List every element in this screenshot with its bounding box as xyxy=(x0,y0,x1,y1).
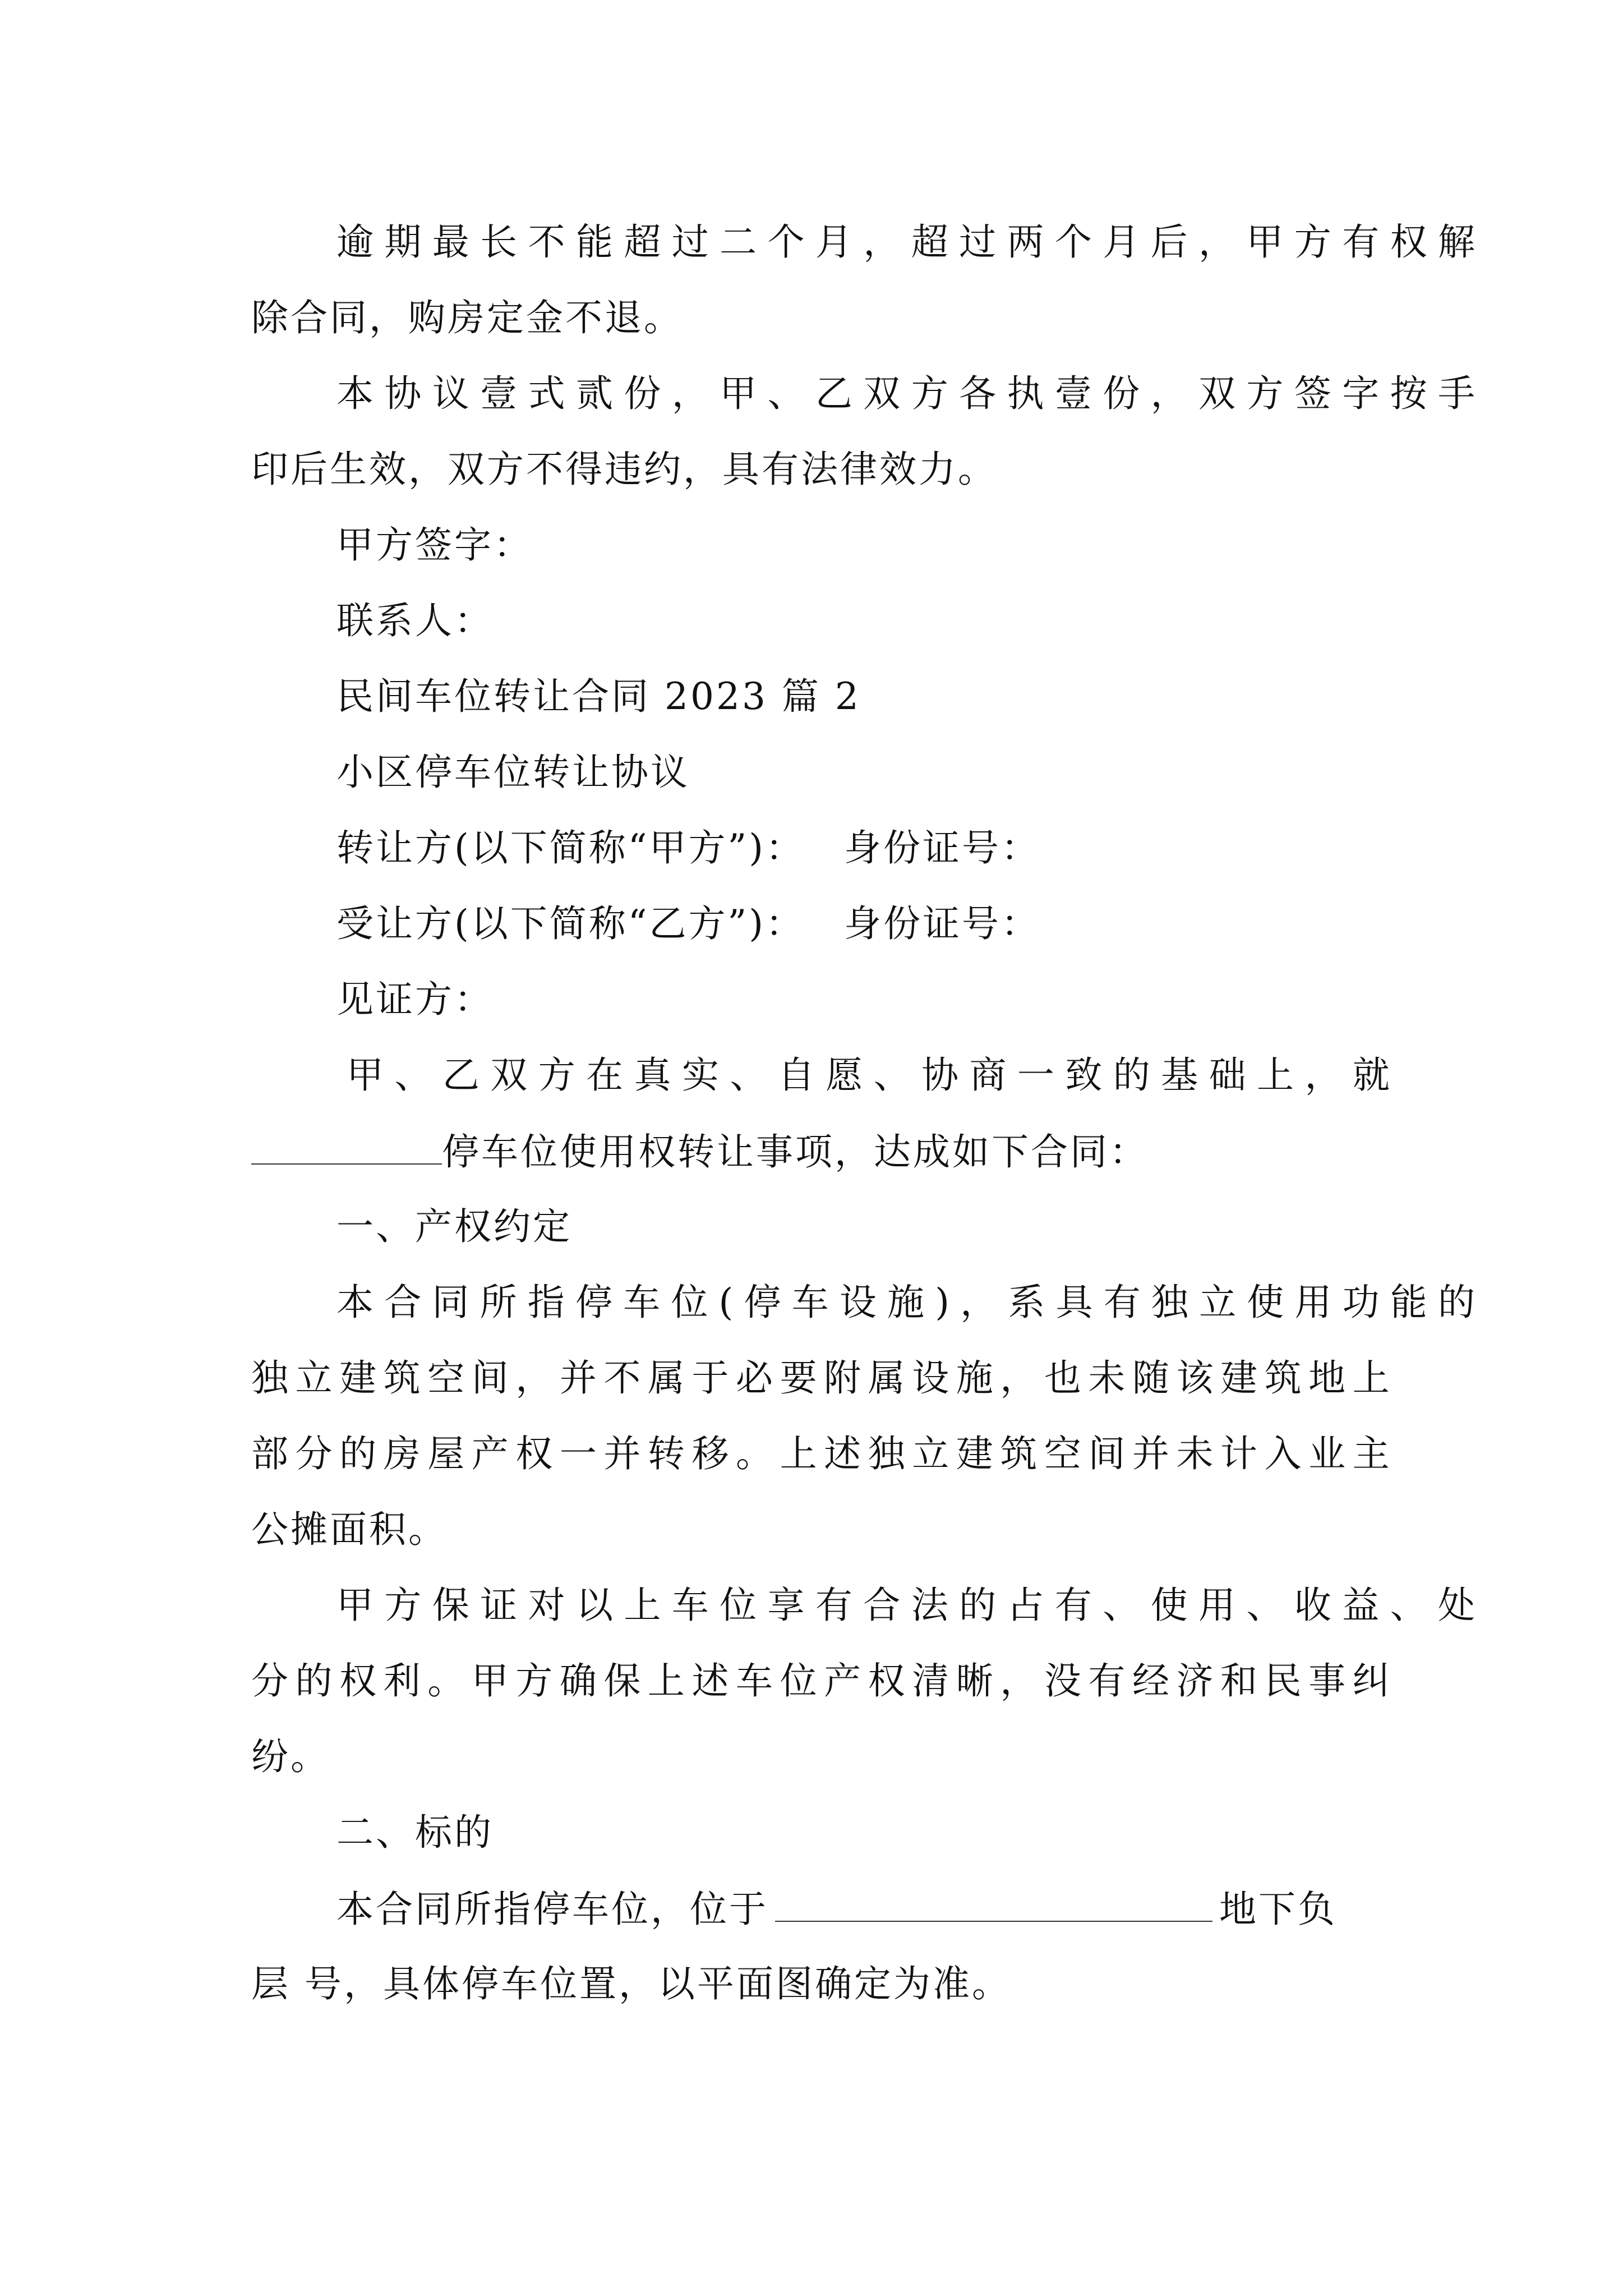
glyph: 济 xyxy=(1176,1659,1214,1703)
line-text: 地下负 xyxy=(1219,1888,1337,1931)
glyph: 能 xyxy=(1390,1281,1427,1324)
witness-label: 见证方： xyxy=(336,978,494,1021)
id-number-label: 身份证号： xyxy=(843,902,1040,945)
glyph: 甲 xyxy=(336,1584,374,1627)
glyph: 要 xyxy=(780,1356,817,1400)
glyph: 分 xyxy=(295,1432,333,1475)
glyph: 用 xyxy=(1294,1281,1332,1324)
glyph: 过 xyxy=(959,220,997,264)
glyph: 用 xyxy=(1198,1584,1236,1627)
glyph: 后 xyxy=(1150,220,1188,264)
glyph: 独 xyxy=(251,1356,288,1400)
glyph: 分 xyxy=(251,1659,288,1703)
glyph: 二 xyxy=(720,220,757,264)
glyph: 不 xyxy=(528,220,565,264)
glyph: 法 xyxy=(911,1584,948,1627)
paragraph-line: 公摊面积。 xyxy=(251,1508,448,1551)
glyph: 上 xyxy=(647,1659,685,1703)
glyph: 权 xyxy=(1390,220,1427,264)
glyph: 处 xyxy=(1437,1584,1475,1627)
glyph: 建 xyxy=(1220,1356,1258,1400)
glyph: 停 xyxy=(575,1281,612,1324)
glyph: 屋 xyxy=(427,1432,465,1475)
glyph: 建 xyxy=(956,1432,993,1475)
paragraph-line xyxy=(336,371,1475,416)
glyph: 并 xyxy=(559,1356,597,1400)
glyph: 使 xyxy=(1247,1281,1284,1324)
glyph: 车 xyxy=(623,1281,661,1324)
glyph: 产 xyxy=(824,1659,861,1703)
glyph: 空 xyxy=(427,1356,465,1400)
glyph: 以 xyxy=(575,1584,613,1627)
glyph: 。 xyxy=(736,1432,773,1475)
glyph: 过 xyxy=(671,220,709,264)
glyph: 双 xyxy=(490,1053,528,1097)
glyph: 最 xyxy=(432,220,469,264)
glyph: 地 xyxy=(1308,1356,1346,1400)
glyph: 、 xyxy=(1390,1584,1427,1627)
glyph: 双 xyxy=(1198,372,1236,415)
contact-label: 联系人： xyxy=(336,599,494,642)
glyph: 保 xyxy=(432,1584,469,1627)
signature-label-party-a: 甲方签字： xyxy=(336,523,533,567)
glyph: 个 xyxy=(1054,220,1092,264)
glyph: 经 xyxy=(1132,1659,1169,1703)
glyph: 有 xyxy=(1103,1281,1141,1324)
glyph: 长 xyxy=(480,220,518,264)
glyph: 乙 xyxy=(442,1053,479,1097)
glyph: 收 xyxy=(1294,1584,1331,1627)
paragraph-line: 层 号，具体停车位置，以平面图确定为准。 xyxy=(251,1962,1011,2005)
glyph: 协 xyxy=(921,1053,959,1097)
glyph: 车 xyxy=(736,1659,773,1703)
glyph: 两 xyxy=(1007,220,1044,264)
glyph: ， xyxy=(1150,372,1188,415)
glyph: 间 xyxy=(1088,1432,1126,1475)
glyph: 述 xyxy=(824,1432,861,1475)
glyph: 属 xyxy=(868,1356,905,1400)
glyph: 纠 xyxy=(1352,1659,1390,1703)
glyph: 甲 xyxy=(720,372,757,415)
glyph: 随 xyxy=(1132,1356,1169,1400)
glyph: 在 xyxy=(586,1053,624,1097)
glyph: 上 xyxy=(780,1432,817,1475)
glyph: 一 xyxy=(1017,1053,1054,1097)
glyph: 立 xyxy=(1199,1281,1237,1324)
glyph: 真 xyxy=(634,1053,671,1097)
paragraph-line xyxy=(251,1432,1390,1476)
glyph: 位 xyxy=(720,1584,757,1627)
glyph: 施 xyxy=(887,1281,924,1324)
glyph: 签 xyxy=(1294,372,1331,415)
glyph: 产 xyxy=(471,1432,509,1475)
glyph: 础 xyxy=(1209,1053,1246,1097)
glyph: 、 xyxy=(767,372,805,415)
glyph: 独 xyxy=(868,1432,905,1475)
glyph: 停 xyxy=(744,1281,781,1324)
glyph: 转 xyxy=(647,1432,685,1475)
glyph: 、 xyxy=(394,1053,432,1097)
glyph: 就 xyxy=(1352,1053,1390,1097)
glyph: 权 xyxy=(515,1432,553,1475)
transferor-line xyxy=(336,826,1475,871)
glyph: 保 xyxy=(603,1659,641,1703)
glyph: 乙 xyxy=(815,372,852,415)
glyph: 并 xyxy=(1132,1432,1169,1475)
glyph: 壹 xyxy=(1054,372,1092,415)
glyph: 有 xyxy=(1054,1584,1092,1627)
glyph: 系 xyxy=(1008,1281,1045,1324)
glyph: 方 xyxy=(515,1659,553,1703)
glyph: 贰 xyxy=(575,372,613,415)
glyph: 入 xyxy=(1264,1432,1302,1475)
glyph: 主 xyxy=(1352,1432,1390,1475)
glyph: 属 xyxy=(647,1356,685,1400)
glyph: 一 xyxy=(559,1432,597,1475)
paragraph-line xyxy=(336,1583,1475,1628)
glyph: 有 xyxy=(815,1584,852,1627)
glyph: 并 xyxy=(603,1432,641,1475)
glyph: ， xyxy=(1000,1659,1038,1703)
glyph: 于 xyxy=(691,1356,729,1400)
glyph: 确 xyxy=(559,1659,597,1703)
glyph: 位 xyxy=(780,1659,817,1703)
paragraph-line xyxy=(336,1886,1475,1932)
glyph: 超 xyxy=(911,220,948,264)
glyph: 上 xyxy=(1257,1053,1294,1097)
glyph: 商 xyxy=(969,1053,1007,1097)
glyph: 享 xyxy=(767,1584,805,1627)
glyph: 立 xyxy=(295,1356,333,1400)
glyph: 月 xyxy=(1103,220,1140,264)
glyph: 房 xyxy=(383,1432,421,1475)
glyph: ) xyxy=(935,1281,949,1324)
glyph: ( xyxy=(718,1281,734,1324)
glyph: 位 xyxy=(671,1281,708,1324)
glyph: ， xyxy=(863,220,901,264)
glyph: 解 xyxy=(1437,220,1475,264)
glyph: 。 xyxy=(427,1659,465,1703)
glyph: 功 xyxy=(1342,1281,1380,1324)
section-title: 民间车位转让合同 2023 篇 2 xyxy=(336,675,861,718)
section-heading-property: 一、产权约定 xyxy=(336,1205,572,1248)
glyph: 本 xyxy=(336,1281,374,1324)
glyph: 致 xyxy=(1065,1053,1103,1097)
glyph: 字 xyxy=(1342,372,1380,415)
glyph: 未 xyxy=(1088,1356,1126,1400)
glyph: 占 xyxy=(1007,1584,1044,1627)
glyph: 本 xyxy=(336,372,374,415)
glyph: 同 xyxy=(432,1281,469,1324)
glyph: 协 xyxy=(384,372,422,415)
glyph: 自 xyxy=(777,1053,815,1097)
glyph: 各 xyxy=(959,372,997,415)
glyph: 述 xyxy=(691,1659,729,1703)
glyph: 方 xyxy=(1294,220,1331,264)
glyph: 甲 xyxy=(1246,220,1284,264)
glyph: 双 xyxy=(863,372,901,415)
glyph: 不 xyxy=(603,1356,641,1400)
glyph: 有 xyxy=(1342,220,1380,264)
glyph: 具 xyxy=(1055,1281,1093,1324)
glyph: 超 xyxy=(624,220,661,264)
glyph: 民 xyxy=(1264,1659,1302,1703)
glyph: 的 xyxy=(1113,1053,1150,1097)
glyph: ， xyxy=(1304,1053,1342,1097)
glyph: 方 xyxy=(1246,372,1284,415)
glyph: ， xyxy=(671,372,709,415)
glyph: 使 xyxy=(1150,1584,1188,1627)
glyph: ， xyxy=(1000,1356,1038,1400)
glyph: 逾 xyxy=(336,220,374,264)
glyph: 上 xyxy=(1352,1356,1390,1400)
id-number-label: 身份证号： xyxy=(843,826,1040,869)
glyph: 晰 xyxy=(956,1659,993,1703)
glyph: 车 xyxy=(671,1584,709,1627)
glyph: 权 xyxy=(868,1659,905,1703)
glyph: 有 xyxy=(1088,1659,1126,1703)
glyph: 甲 xyxy=(471,1659,509,1703)
glyph: 式 xyxy=(528,372,565,415)
paragraph-line: 除合同，购房定金不退。 xyxy=(251,296,683,339)
glyph: 清 xyxy=(912,1659,949,1703)
transferor-label: 转让方(以下简称“甲方”)： xyxy=(336,826,805,869)
paragraph-line xyxy=(251,1659,1390,1704)
glyph: 利 xyxy=(383,1659,421,1703)
glyph: 按 xyxy=(1390,372,1427,415)
paragraph-line xyxy=(347,1053,1390,1098)
section-heading-subject: 二、标的 xyxy=(336,1811,494,1854)
glyph: 的 xyxy=(295,1659,333,1703)
glyph: 移 xyxy=(691,1432,729,1475)
glyph: ， xyxy=(515,1356,553,1400)
glyph: 合 xyxy=(384,1281,422,1324)
glyph: 愿 xyxy=(826,1053,863,1097)
transferee-line xyxy=(336,901,1475,946)
glyph: 车 xyxy=(791,1281,829,1324)
glyph: 筑 xyxy=(1000,1432,1038,1475)
paragraph-line xyxy=(251,1129,1390,1175)
agreement-title: 小区停车位转让协议 xyxy=(336,751,690,794)
blank-line xyxy=(775,1886,1212,1922)
glyph: 设 xyxy=(839,1281,877,1324)
glyph: 方 xyxy=(384,1584,422,1627)
glyph: 没 xyxy=(1044,1659,1081,1703)
glyph: 间 xyxy=(471,1356,509,1400)
glyph: 证 xyxy=(480,1584,518,1627)
glyph: 的 xyxy=(959,1584,997,1627)
glyph: 个 xyxy=(767,220,805,264)
glyph: ， xyxy=(960,1281,998,1324)
glyph: ， xyxy=(1198,220,1236,264)
paragraph-line xyxy=(336,220,1475,265)
glyph: 份 xyxy=(1103,372,1140,415)
glyph: 筑 xyxy=(1264,1356,1302,1400)
blank-line xyxy=(251,1129,442,1165)
paragraph-line: 印后生效，双方不得违约，具有法律效力。 xyxy=(251,448,997,491)
glyph: 施 xyxy=(956,1356,993,1400)
glyph: 指 xyxy=(527,1281,565,1324)
glyph: 甲 xyxy=(347,1053,384,1097)
glyph: 月 xyxy=(815,220,852,264)
glyph: 方 xyxy=(538,1053,575,1097)
glyph: 该 xyxy=(1176,1356,1214,1400)
glyph: 对 xyxy=(528,1584,565,1627)
paragraph-line: 纷。 xyxy=(251,1735,330,1778)
glyph: 手 xyxy=(1437,372,1475,415)
glyph: 方 xyxy=(911,372,948,415)
glyph: 事 xyxy=(1308,1659,1346,1703)
glyph: 的 xyxy=(339,1432,377,1475)
glyph: 业 xyxy=(1308,1432,1346,1475)
glyph: 部 xyxy=(251,1432,288,1475)
glyph: 空 xyxy=(1044,1432,1081,1475)
glyph: 和 xyxy=(1220,1659,1258,1703)
glyph: 计 xyxy=(1220,1432,1258,1475)
glyph: 必 xyxy=(736,1356,773,1400)
glyph: 权 xyxy=(339,1659,377,1703)
glyph: 期 xyxy=(384,220,422,264)
glyph: 所 xyxy=(479,1281,517,1324)
glyph: 未 xyxy=(1176,1432,1214,1475)
glyph: 附 xyxy=(824,1356,861,1400)
transferee-label: 受让方(以下简称“乙方”)： xyxy=(336,902,805,945)
glyph: 的 xyxy=(1438,1281,1475,1324)
glyph: 议 xyxy=(432,372,469,415)
glyph: 能 xyxy=(575,220,613,264)
glyph: 实 xyxy=(681,1053,719,1097)
glyph: 执 xyxy=(1007,372,1044,415)
glyph: 独 xyxy=(1151,1281,1188,1324)
glyph: 建 xyxy=(339,1356,377,1400)
glyph: 也 xyxy=(1044,1356,1081,1400)
glyph: 立 xyxy=(912,1432,949,1475)
paragraph-line xyxy=(336,1280,1475,1325)
glyph: 设 xyxy=(912,1356,949,1400)
line-text: 停车位使用权转让事项，达成如下合同： xyxy=(442,1130,1149,1174)
glyph: 基 xyxy=(1161,1053,1198,1097)
glyph: 、 xyxy=(1246,1584,1284,1627)
glyph: 益 xyxy=(1342,1584,1380,1627)
glyph: 份 xyxy=(624,372,661,415)
glyph: 、 xyxy=(1103,1584,1140,1627)
glyph: 壹 xyxy=(480,372,518,415)
glyph: 、 xyxy=(873,1053,911,1097)
glyph: 合 xyxy=(863,1584,901,1627)
paragraph-line xyxy=(251,1356,1390,1401)
glyph: 筑 xyxy=(383,1356,421,1400)
glyph: 、 xyxy=(730,1053,767,1097)
line-text: 本合同所指停车位，位于 xyxy=(336,1888,768,1931)
glyph: 上 xyxy=(624,1584,661,1627)
